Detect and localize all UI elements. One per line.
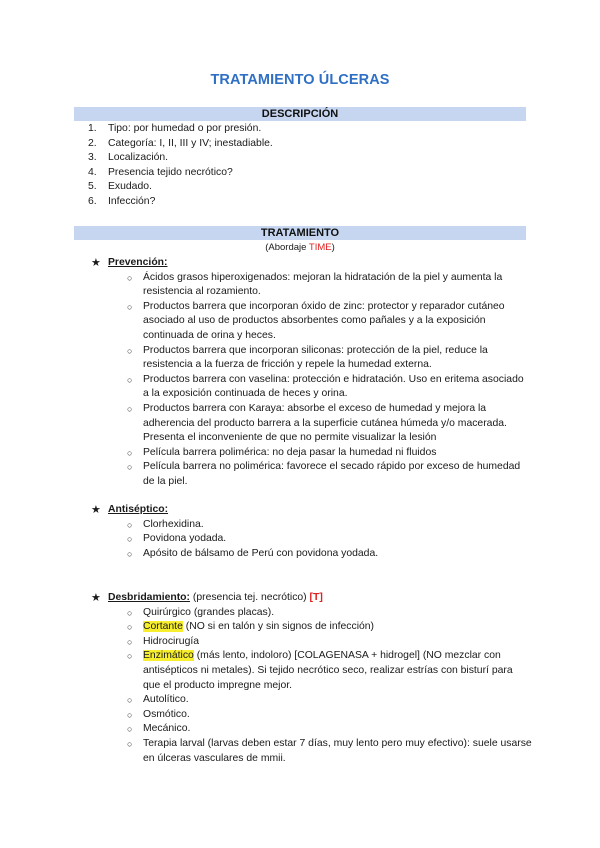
- list-item: [92, 532, 532, 547]
- list-item: [92, 722, 532, 737]
- list-text: Productos barrera con Karaya: absorbe el exceso de humedad y mejora la adherencia del producto barrera a la superficie cutánea húmeda y/o macerada. Presenta el inconveniente de que no permite visualizar la lesión: [143, 402, 507, 444]
- list-text: Osmótico.: [143, 708, 190, 720]
- list-text: Tipo: por humedad o por presión.: [108, 123, 262, 134]
- time-tag: [T]: [309, 592, 323, 603]
- subtitle-text: (Abordaje: [265, 242, 309, 253]
- list-item: [88, 137, 518, 152]
- list-text: Quirúrgico (grandes placas).: [143, 606, 275, 618]
- list-number: 5.: [88, 181, 97, 193]
- list-item: [92, 518, 532, 533]
- list-text: Categoría: I, II, III y IV; inestadiable.: [108, 137, 273, 149]
- section-heading: Antiséptico:: [108, 504, 169, 515]
- descripcion-list: [88, 122, 518, 210]
- desbridamiento-list: [92, 606, 532, 767]
- bullet-icon: ○: [127, 403, 133, 414]
- list-text: Povidona yodada.: [143, 533, 227, 545]
- list-text: Hidrocirugía: [143, 635, 200, 647]
- list-item: [92, 606, 532, 621]
- tratamiento-subtitle: [0, 241, 600, 256]
- bullet-icon: ○: [127, 695, 133, 706]
- list-text: Presencia tejido necrótico?: [108, 166, 233, 178]
- highlighted-term: Enzimático: [143, 650, 194, 662]
- bullet-icon: ○: [127, 636, 133, 647]
- antiseptico-list: [92, 518, 532, 562]
- list-text: Productos barrera que incorporan óxido de zinc: protector y reparador cutáneo asociado al uso de productos absorbentes como pañales y a la exposición continuada de orina y heces.: [143, 300, 505, 341]
- bullet-icon: ○: [127, 709, 133, 720]
- list-number: 2.: [88, 137, 97, 149]
- desbridamiento-heading: [92, 591, 532, 606]
- tratamiento-header: TRATAMIENTO: [74, 226, 526, 240]
- heading-note: (presencia tej. necrótico): [189, 592, 310, 603]
- list-text: Productos barrera con vaselina: protección e hidratación. Uso en eritema asociado a la exposición continuada de heces y orina.: [143, 373, 524, 400]
- list-text: Ácidos grasos hiperoxigenados: mejoran la hidratación de la piel y aumenta la resistencia al rozamiento.: [143, 271, 503, 298]
- list-item: [88, 151, 518, 166]
- list-item: [92, 300, 532, 344]
- bullet-icon: ○: [127, 519, 133, 530]
- list-item: [92, 271, 532, 300]
- prevencion-list: [92, 271, 532, 490]
- prevencion-section: [92, 256, 532, 490]
- bullet-icon: ○: [127, 301, 133, 312]
- list-number: 6.: [88, 195, 97, 207]
- list-text: Terapia larval (larvas deben estar 7 días, muy lento pero muy efectivo): suele usarse en úlceras vasculares de mmii.: [143, 737, 532, 764]
- subtitle-text: ): [331, 242, 335, 253]
- bullet-icon: ○: [127, 534, 133, 545]
- list-text: Productos barrera que incorporan siliconas: protección de la piel, reduce la resistencia a la fuerza de fricción y repele la humedad externa.: [143, 344, 488, 371]
- descripcion-header: DESCRIPCIÓN: [74, 107, 526, 121]
- star-icon: ★: [91, 257, 101, 269]
- bullet-icon: ○: [127, 345, 133, 356]
- bullet-icon: ○: [127, 447, 133, 458]
- list-text: Autolítico.: [143, 694, 189, 706]
- list-item: [92, 620, 532, 635]
- desbridamiento-section: [92, 591, 532, 766]
- star-icon: ★: [91, 592, 101, 604]
- star-icon: ★: [91, 504, 101, 516]
- bullet-icon: ○: [127, 651, 133, 662]
- list-text: Localización.: [108, 152, 169, 164]
- list-text: Clorhexidina.: [143, 518, 204, 530]
- prevencion-heading: [92, 256, 532, 271]
- bullet-icon: ○: [127, 272, 133, 283]
- list-number: 1.: [88, 123, 97, 134]
- list-text: Mecánico.: [143, 723, 191, 735]
- bullet-icon: ○: [127, 738, 133, 749]
- bullet-icon: ○: [127, 462, 133, 473]
- section-heading: Desbridamiento:: [108, 592, 190, 603]
- list-item: [88, 195, 518, 210]
- bullet-icon: ○: [127, 622, 133, 633]
- section-heading: Prevención:: [108, 257, 168, 268]
- list-item: [92, 344, 532, 373]
- time-label: TIME: [308, 242, 332, 253]
- list-item: [92, 547, 532, 562]
- list-text: Infección?: [108, 195, 156, 207]
- list-item: [88, 180, 518, 195]
- list-text: Película barrera no polimérica: favorece el secado rápido por exceso de humedad de la piel.: [143, 461, 521, 487]
- antiseptico-heading: [92, 503, 532, 518]
- list-item: [92, 737, 532, 766]
- list-number: 3.: [88, 152, 97, 164]
- list-number: 4.: [88, 166, 97, 178]
- list-item: [92, 460, 532, 489]
- list-text: Apósito de bálsamo de Perú con povidona yodada.: [143, 547, 379, 559]
- bullet-icon: ○: [127, 724, 133, 735]
- list-item: [92, 708, 532, 723]
- highlighted-term: Cortante: [143, 621, 183, 633]
- bullet-icon: ○: [127, 607, 133, 618]
- list-item: [88, 122, 518, 137]
- list-item: [92, 373, 532, 402]
- list-text: (NO si en talón y sin signos de infección): [182, 621, 375, 633]
- list-item: [92, 635, 532, 650]
- list-text: Película barrera polimérica: no deja pasar la humedad ni fluidos: [143, 446, 437, 458]
- list-text: (más lento, indoloro) [COLAGENASA + hidrogel] (NO mezclar con antisépticos ni metales). Si tejido necrótico seco, realizar estrías con bisturí para que el producto impregne mejor.: [143, 650, 513, 691]
- antiseptico-section: [92, 503, 532, 561]
- bullet-icon: ○: [127, 374, 133, 385]
- list-item: [92, 446, 532, 461]
- list-item: [92, 693, 532, 708]
- list-item: [92, 402, 532, 446]
- list-item: [88, 166, 518, 181]
- list-text: Exudado.: [108, 181, 152, 193]
- list-item: [92, 649, 532, 693]
- page-title: TRATAMIENTO ÚLCERAS: [210, 72, 390, 88]
- bullet-icon: ○: [127, 548, 133, 559]
